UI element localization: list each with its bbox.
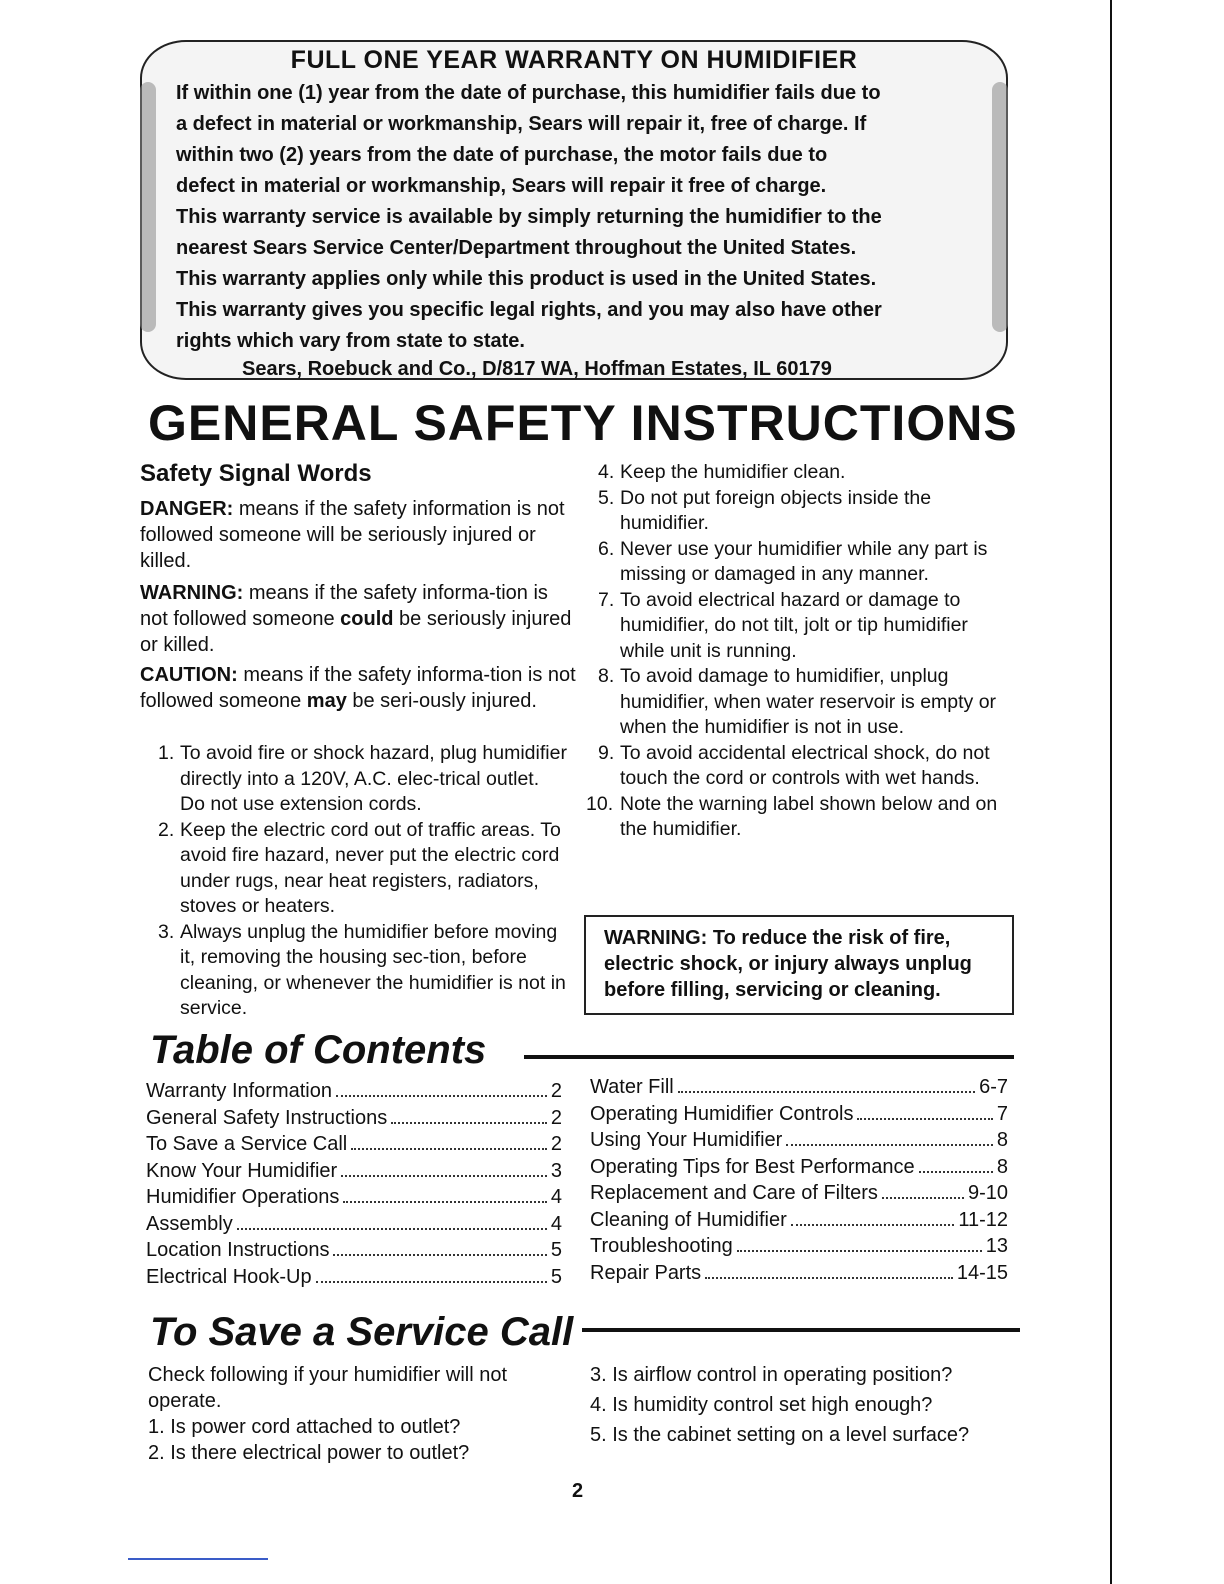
toc-entry[interactable] xyxy=(146,1264,562,1291)
safety-instruction-item xyxy=(158,818,568,920)
toc-entry-page: 2 xyxy=(550,1133,562,1155)
toc-entry-label: General Safety Instructions xyxy=(146,1106,388,1129)
toc-entry-label: Assembly xyxy=(146,1212,233,1235)
toc-entry-label: Warranty Information xyxy=(146,1080,332,1102)
toc-column-left xyxy=(146,1078,562,1290)
safety-instruction-item xyxy=(598,664,1008,741)
item-text: Keep the humidifier clean. xyxy=(620,461,846,483)
toc-entry-page: 6-7 xyxy=(979,1076,1008,1098)
item-number: 4. xyxy=(598,461,615,483)
toc-entry[interactable] xyxy=(146,1105,562,1132)
safety-signal-heading: Safety Signal Words xyxy=(140,460,372,487)
item-text: To avoid fire or shock hazard, plug humidifier directly into a 120V, A.C. elec-trical outlet. Do not use extension cords. xyxy=(180,742,567,815)
page-edge-rule xyxy=(1110,0,1112,1584)
toc-entry-label: Cleaning of Humidifier xyxy=(590,1208,787,1231)
warranty-title: FULL ONE YEAR WARRANTY ON HUMIDIFIER xyxy=(290,46,858,74)
service-call-checklist-right xyxy=(590,1360,1030,1450)
service-call-title: To Save a Service Call xyxy=(150,1310,574,1354)
toc-entry-page: 8 xyxy=(996,1129,1008,1151)
toc-leader xyxy=(919,1171,993,1173)
toc-leader xyxy=(336,1095,547,1097)
warning-text-end: be seriously injured or killed. xyxy=(140,608,572,656)
warranty-address: Sears, Roebuck and Co., D/817 WA, Hoffman Estates, IL 60179 xyxy=(242,358,832,380)
toc-leader xyxy=(341,1175,547,1177)
item-text: Note the warning label shown below and on the humidifier. xyxy=(620,792,998,840)
item-number: 6. xyxy=(598,537,615,560)
safety-instruction-item xyxy=(598,537,1008,588)
toc-entry-label: Replacement and Care of Filters xyxy=(590,1182,878,1204)
warranty-box xyxy=(140,40,1008,380)
warranty-box-shade-right xyxy=(992,82,1008,332)
item-text: Never use your humidifier while any part is missing or damaged in any manner. xyxy=(620,537,988,585)
toc-entry-label: Know Your Humidifier xyxy=(146,1159,338,1182)
toc-leader xyxy=(333,1254,546,1256)
safety-instruction-item xyxy=(158,741,568,818)
toc-leader xyxy=(351,1148,547,1150)
item-number: 10. xyxy=(586,792,614,815)
danger-text: means if the safety information is not followed someone will be seriously injured or killed. xyxy=(140,498,565,572)
warranty-line: rights which vary from state to state. xyxy=(176,330,525,352)
toc-entry-page: 4 xyxy=(550,1212,562,1235)
toc-leader xyxy=(857,1118,992,1120)
toc-entry-label: To Save a Service Call xyxy=(146,1133,348,1155)
toc-entry-label: Troubleshooting xyxy=(590,1235,733,1257)
warranty-box-shade-left xyxy=(140,82,156,332)
service-call-rule xyxy=(582,1328,1020,1332)
warning-emphasis: could xyxy=(340,608,394,630)
service-call-checklist-left xyxy=(148,1362,568,1466)
toc-leader xyxy=(882,1197,964,1199)
item-number: 5. xyxy=(598,486,615,509)
toc-leader xyxy=(786,1144,993,1146)
toc-entry-label: Electrical Hook-Up xyxy=(146,1265,312,1288)
toc-entry[interactable] xyxy=(146,1237,562,1264)
item-text: Always unplug the humidifier before moving it, removing the housing sec-tion, before cleaning, or whenever the humidifier is not in service. xyxy=(180,920,566,1019)
caution-label: CAUTION: xyxy=(140,664,238,686)
item-number: 1. xyxy=(158,742,175,764)
toc-entry[interactable] xyxy=(590,1074,1008,1101)
toc-entry-page: 3 xyxy=(550,1159,562,1182)
warranty-line: This warranty service is available by simply returning the humidifier to the xyxy=(176,206,882,228)
toc-leader xyxy=(343,1201,546,1203)
warranty-line: a defect in material or workmanship, Sears will repair it, free of charge. If xyxy=(176,113,867,135)
danger-label: DANGER: xyxy=(140,498,234,520)
safety-instruction-item xyxy=(598,460,1008,486)
safety-instructions-list-right xyxy=(586,460,1008,843)
toc-leader xyxy=(678,1091,975,1093)
item-number: 3. xyxy=(158,920,175,943)
toc-entry-page: 9-10 xyxy=(967,1182,1008,1204)
service-call-intro: Check following if your humidifier will not operate. xyxy=(148,1364,508,1412)
service-call-item: 5. Is the cabinet setting on a level surface? xyxy=(590,1424,970,1446)
warranty-line: defect in material or workmanship, Sears will repair it free of charge. xyxy=(176,175,827,197)
toc-entry-page: 8 xyxy=(996,1155,1008,1178)
bottom-link-underline xyxy=(128,1558,268,1560)
toc-entry-page: 11-12 xyxy=(958,1208,1008,1231)
toc-entry-label: Water Fill xyxy=(590,1076,674,1098)
warranty-line: If within one (1) year from the date of purchase, this humidifier fails due to xyxy=(176,82,881,104)
warning-text: means if the safety informa-tion is not followed someone xyxy=(140,582,548,630)
caution-emphasis: may xyxy=(306,690,347,712)
warranty-paragraph-service xyxy=(176,202,882,264)
toc-leader xyxy=(391,1122,547,1124)
item-text: To avoid electrical hazard or damage to humidifier, do not tilt, jolt or tip humidifier while unit is running. xyxy=(620,588,968,662)
toc-entry-label: Operating Humidifier Controls xyxy=(590,1102,854,1125)
safety-instruction-item xyxy=(158,920,568,1022)
toc-entry[interactable] xyxy=(590,1154,1008,1181)
service-call-item: 3. Is airflow control in operating position? xyxy=(590,1364,953,1386)
warranty-line: nearest Sears Service Center/Department throughout the United States. xyxy=(176,237,857,259)
toc-entry-label: Repair Parts xyxy=(590,1261,702,1284)
danger-definition xyxy=(140,496,580,574)
item-text: Do not put foreign objects inside the humidifier. xyxy=(620,486,932,534)
warning-label-box: WARNING: To reduce the risk of fire, electric shock, or injury always unplug before filling, servicing or cleaning. xyxy=(584,915,1014,1015)
toc-entry[interactable] xyxy=(146,1078,562,1105)
toc-leader xyxy=(316,1281,547,1283)
page-number: 2 xyxy=(572,1480,584,1502)
toc-entry[interactable] xyxy=(590,1233,1008,1260)
toc-entry-page: 7 xyxy=(996,1102,1008,1125)
toc-entry-label: Using Your Humidifier xyxy=(590,1129,783,1151)
toc-entry[interactable] xyxy=(146,1211,562,1238)
warranty-line: within two (2) years from the date of purchase, the motor fails due to xyxy=(176,144,828,166)
warning-definition xyxy=(140,580,580,658)
toc-entry[interactable] xyxy=(590,1127,1008,1154)
toc-entry-page: 2 xyxy=(550,1080,562,1102)
toc-entry-page: 13 xyxy=(985,1235,1008,1257)
service-call-item: 4. Is humidity control set high enough? xyxy=(590,1394,933,1416)
warranty-line: This warranty gives you specific legal rights, and you may also have other xyxy=(176,299,882,321)
toc-entry[interactable] xyxy=(146,1131,562,1158)
toc-entry[interactable] xyxy=(590,1180,1008,1207)
caution-text-end: be seri-ously injured. xyxy=(346,690,537,712)
toc-column-right xyxy=(590,1074,1008,1286)
toc-entry[interactable] xyxy=(590,1260,1008,1287)
toc-entry-page: 2 xyxy=(550,1106,562,1129)
toc-title: Table of Contents xyxy=(150,1028,487,1072)
toc-entry[interactable] xyxy=(590,1101,1008,1128)
safety-instruction-item xyxy=(598,741,1008,792)
safety-instruction-item xyxy=(598,486,1008,537)
toc-entry[interactable] xyxy=(146,1158,562,1185)
page-title: GENERAL SAFETY INSTRUCTIONS xyxy=(148,395,1018,451)
warranty-paragraph-us-only: This warranty applies only while this product is used in the United States. xyxy=(176,268,877,290)
toc-title-rule xyxy=(524,1055,1014,1059)
item-text: To avoid damage to humidifier, unplug humidifier, when water reservoir is empty or when the humidifier is not in use. xyxy=(620,665,997,738)
toc-entry-label: Operating Tips for Best Performance xyxy=(590,1155,915,1178)
toc-entry[interactable] xyxy=(590,1207,1008,1234)
toc-entry-page: 5 xyxy=(550,1239,562,1261)
item-number: 9. xyxy=(598,741,615,764)
safety-instruction-item xyxy=(598,588,1008,665)
item-number: 8. xyxy=(598,665,615,687)
toc-leader xyxy=(705,1277,953,1279)
toc-entry-label: Location Instructions xyxy=(146,1239,330,1261)
safety-instruction-item xyxy=(586,792,1008,843)
item-text: Keep the electric cord out of traffic areas. To avoid fire hazard, never put the electric cord under rugs, near heat registers, radiators, stoves or heaters. xyxy=(180,818,561,917)
item-number: 2. xyxy=(158,818,175,841)
toc-entry-page: 14-15 xyxy=(956,1261,1008,1284)
toc-leader xyxy=(791,1224,955,1226)
toc-entry[interactable] xyxy=(146,1184,562,1211)
caution-definition xyxy=(140,662,580,714)
item-number: 7. xyxy=(598,588,615,611)
toc-entry-page: 4 xyxy=(550,1186,562,1208)
caution-text: means if the safety informa-tion is not followed someone xyxy=(140,664,576,712)
item-text: To avoid accidental electrical shock, do not touch the cord or controls with wet hands. xyxy=(620,741,990,789)
warning-label: WARNING: xyxy=(140,582,244,604)
toc-entry-page: 5 xyxy=(550,1265,562,1288)
toc-leader xyxy=(737,1250,982,1252)
toc-leader xyxy=(237,1228,547,1230)
warranty-paragraph-rights xyxy=(176,295,882,357)
service-call-item: 1. Is power cord attached to outlet? xyxy=(148,1416,461,1438)
toc-entry-label: Humidifier Operations xyxy=(146,1186,340,1208)
safety-instructions-list-left xyxy=(158,741,568,1022)
warranty-paragraph-coverage xyxy=(176,78,881,202)
service-call-item: 2. Is there electrical power to outlet? xyxy=(148,1442,470,1464)
